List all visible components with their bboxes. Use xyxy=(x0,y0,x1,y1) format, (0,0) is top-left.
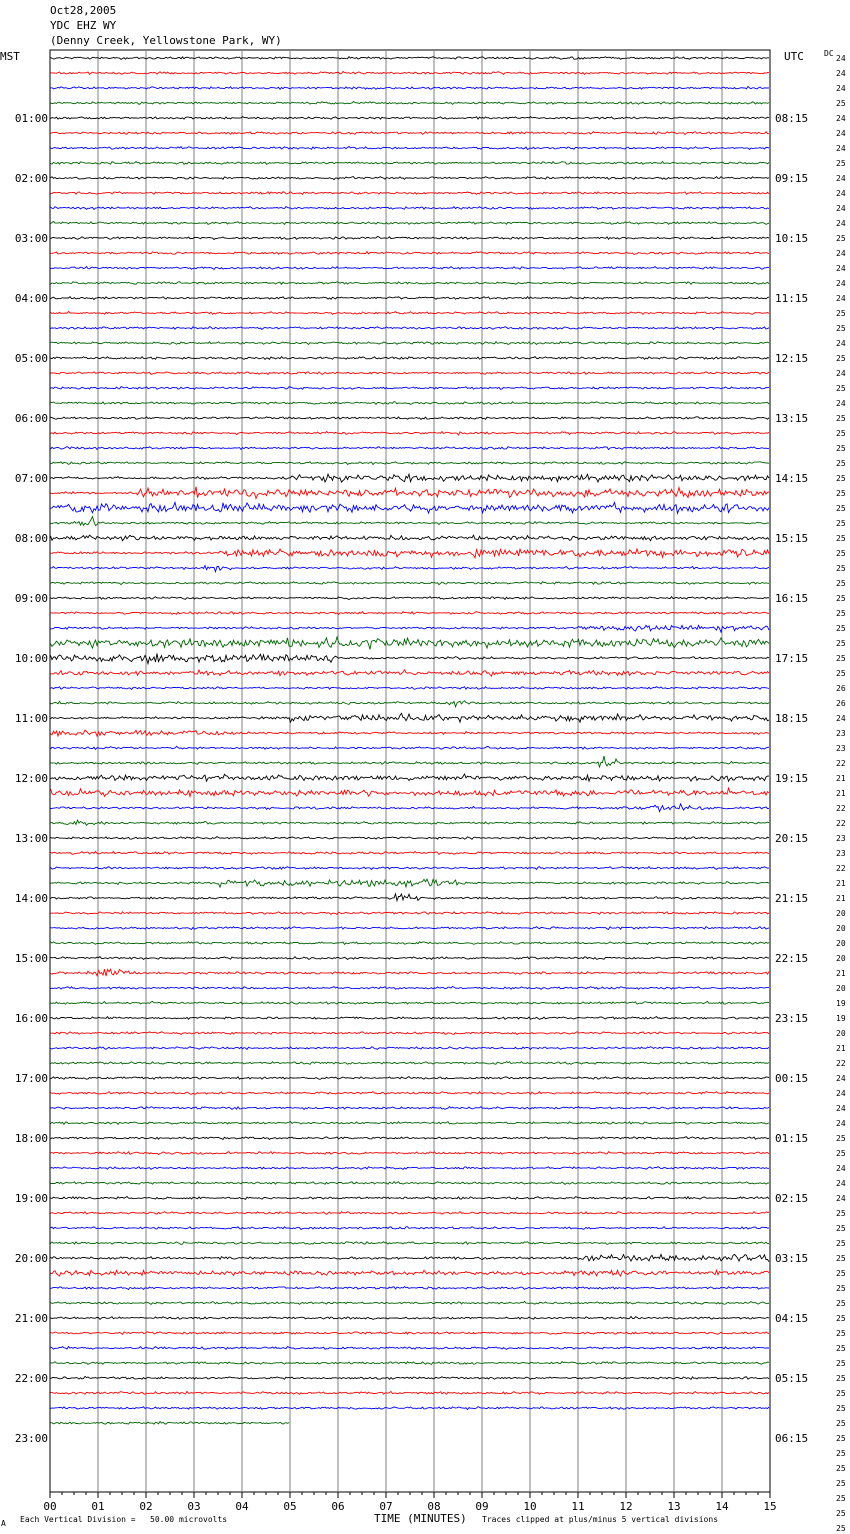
trace-line-44 xyxy=(51,713,770,722)
dc-offset-value: 23 xyxy=(836,849,846,858)
dc-offset-value: 24 xyxy=(836,279,846,288)
right-hour-label: 16:15 xyxy=(775,592,809,605)
trace-line-53 xyxy=(51,851,770,854)
trace-line-28 xyxy=(51,474,770,482)
left-hour-label: 07:00 xyxy=(14,472,48,485)
dc-offset-value: 24 xyxy=(836,1194,846,1203)
dc-offset-value: 24 xyxy=(836,69,846,78)
trace-line-45 xyxy=(51,730,770,736)
trace-line-16 xyxy=(51,297,770,300)
trace-line-86 xyxy=(51,1347,770,1350)
left-hour-label: 09:00 xyxy=(14,592,48,605)
dc-offset-value: 25 xyxy=(836,1404,846,1413)
x-tick-label: 12 xyxy=(619,1500,633,1513)
trace-line-50 xyxy=(51,804,770,812)
dc-offset-value: 25 xyxy=(836,579,846,588)
left-hour-label: 22:00 xyxy=(14,1372,48,1385)
right-hour-label: 11:15 xyxy=(775,292,809,305)
right-hour-label: 09:15 xyxy=(775,172,809,185)
trace-line-27 xyxy=(51,462,770,465)
trace-line-21 xyxy=(51,372,770,375)
trace-line-90 xyxy=(51,1407,770,1410)
dc-offset-value: 22 xyxy=(836,819,846,828)
dc-offset-value: 25 xyxy=(836,1464,846,1473)
dc-offset-value: 24 xyxy=(836,1089,846,1098)
trace-line-64 xyxy=(51,1017,770,1020)
right-hour-label: 08:15 xyxy=(775,112,809,125)
x-tick-label: 13 xyxy=(667,1500,681,1513)
trace-line-7 xyxy=(51,162,770,165)
trace-line-13 xyxy=(51,252,770,255)
plot-frame xyxy=(50,50,770,1492)
x-tick-label: 15 xyxy=(763,1500,777,1513)
x-tick-label: 03 xyxy=(187,1500,201,1513)
dc-offset-value: 25 xyxy=(836,669,846,678)
dc-offset-value: 24 xyxy=(836,219,846,228)
dc-offset-value: 25 xyxy=(836,324,846,333)
dc-offset-value: 24 xyxy=(836,189,846,198)
dc-offset-value: 22 xyxy=(836,1059,846,1068)
trace-line-19 xyxy=(51,342,770,345)
x-tick-label: 10 xyxy=(523,1500,537,1513)
dc-offset-value: 22 xyxy=(836,864,846,873)
dc-offset-value: 24 xyxy=(836,84,846,93)
dc-offset-value: 25 xyxy=(836,234,846,243)
left-hour-label: 20:00 xyxy=(14,1252,48,1265)
dc-offset-value: 24 xyxy=(836,129,846,138)
trace-line-75 xyxy=(51,1182,770,1185)
dc-offset-value: 25 xyxy=(836,504,846,513)
dc-offset-value: 24 xyxy=(836,249,846,258)
trace-line-69 xyxy=(51,1092,770,1095)
dc-offset-value: 25 xyxy=(836,159,846,168)
right-hour-label: 23:15 xyxy=(775,1012,809,1025)
left-hour-label: 16:00 xyxy=(14,1012,48,1025)
right-hour-label: 10:15 xyxy=(775,232,809,245)
trace-line-55 xyxy=(51,879,770,887)
trace-line-79 xyxy=(51,1242,770,1245)
right-hour-label: 03:15 xyxy=(775,1252,809,1265)
dc-offset-value: 24 xyxy=(836,294,846,303)
dc-offset-value: 20 xyxy=(836,1029,846,1038)
trace-line-54 xyxy=(51,867,770,870)
trace-line-41 xyxy=(51,670,770,676)
x-tick-label: 05 xyxy=(283,1500,297,1513)
dc-offset-value: 24 xyxy=(836,1179,846,1188)
trace-line-89 xyxy=(51,1391,770,1394)
dc-offset-value: 25 xyxy=(836,549,846,558)
trace-line-0 xyxy=(51,57,770,60)
dc-offset-value: 25 xyxy=(836,429,846,438)
trace-line-1 xyxy=(51,72,770,75)
left-hour-label: 23:00 xyxy=(14,1432,48,1445)
dc-offset-value: 21 xyxy=(836,969,846,978)
right-hour-label: 13:15 xyxy=(775,412,809,425)
dc-offset-value: 25 xyxy=(836,1389,846,1398)
dc-offset-value: 24 xyxy=(836,174,846,183)
dc-offset-value: 21 xyxy=(836,879,846,888)
dc-offset-value: 25 xyxy=(836,519,846,528)
x-tick-label: 11 xyxy=(571,1500,585,1513)
dc-offset-value: 25 xyxy=(836,1314,846,1323)
right-hour-label: 20:15 xyxy=(775,832,809,845)
left-hour-label: 15:00 xyxy=(14,952,48,965)
trace-line-6 xyxy=(51,147,770,150)
dc-offset-value: 25 xyxy=(836,489,846,498)
trace-line-8 xyxy=(51,177,770,180)
trace-line-49 xyxy=(51,788,770,796)
right-hour-label: 15:15 xyxy=(775,532,809,545)
right-hour-label: 21:15 xyxy=(775,892,809,905)
right-hour-label: 00:15 xyxy=(775,1072,809,1085)
trace-line-56 xyxy=(51,894,770,901)
trace-line-71 xyxy=(51,1122,770,1125)
left-hour-label: 19:00 xyxy=(14,1192,48,1205)
trace-line-78 xyxy=(51,1227,770,1230)
trace-line-83 xyxy=(51,1301,770,1304)
dc-offset-value: 22 xyxy=(836,804,846,813)
trace-line-88 xyxy=(51,1377,770,1380)
dc-offset-value: 26 xyxy=(836,684,846,693)
dc-offset-value: 19 xyxy=(836,1014,846,1023)
left-hour-label: 17:00 xyxy=(14,1072,48,1085)
trace-line-25 xyxy=(51,432,770,435)
dc-offset-value: 25 xyxy=(836,624,846,633)
dc-offset-value: 25 xyxy=(836,609,846,618)
trace-line-60 xyxy=(51,957,770,960)
x-tick-label: 07 xyxy=(379,1500,393,1513)
trace-line-30 xyxy=(51,502,770,513)
trace-line-11 xyxy=(51,222,770,225)
right-hour-label: 12:15 xyxy=(775,352,809,365)
right-hour-label: 18:15 xyxy=(775,712,809,725)
dc-offset-value: 24 xyxy=(836,114,846,123)
trace-line-26 xyxy=(51,447,770,450)
dc-offset-value: 20 xyxy=(836,939,846,948)
dc-offset-value: 24 xyxy=(836,714,846,723)
trace-line-34 xyxy=(51,566,770,572)
trace-line-31 xyxy=(51,517,770,526)
right-timezone-label: UTC xyxy=(784,50,804,63)
trace-line-39 xyxy=(51,637,770,649)
trace-line-32 xyxy=(51,535,770,541)
trace-line-65 xyxy=(51,1032,770,1035)
left-hour-label: 04:00 xyxy=(14,292,48,305)
dc-offset-value: 25 xyxy=(836,1329,846,1338)
scale-note: Each Vertical Division = 50.00 microvolts xyxy=(20,1515,228,1524)
trace-line-17 xyxy=(51,312,770,315)
trace-line-36 xyxy=(51,597,770,600)
dc-offset-value: 25 xyxy=(836,459,846,468)
dc-offset-value: 23 xyxy=(836,729,846,738)
dc-offset-value: 20 xyxy=(836,984,846,993)
dc-offset-value: 25 xyxy=(836,474,846,483)
trace-line-67 xyxy=(51,1062,770,1065)
x-tick-label: 01 xyxy=(91,1500,105,1513)
x-axis-title: TIME (MINUTES) xyxy=(374,1512,467,1525)
right-hour-label: 06:15 xyxy=(775,1432,809,1445)
dc-offset-value: 25 xyxy=(836,99,846,108)
left-hour-label: 06:00 xyxy=(14,412,48,425)
left-hour-label: 01:00 xyxy=(14,112,48,125)
dc-offset-value: 25 xyxy=(836,1239,846,1248)
trace-line-14 xyxy=(51,267,770,270)
trace-line-24 xyxy=(51,417,770,420)
trace-line-20 xyxy=(51,357,770,360)
dc-offset-value: 25 xyxy=(836,384,846,393)
left-hour-label: 12:00 xyxy=(14,772,48,785)
trace-line-74 xyxy=(51,1167,770,1170)
right-hour-label: 14:15 xyxy=(775,472,809,485)
dc-offset-value: 25 xyxy=(836,1209,846,1218)
left-hour-label: 21:00 xyxy=(14,1312,48,1325)
x-tick-label: 02 xyxy=(139,1500,153,1513)
dc-offset-value: 24 xyxy=(836,339,846,348)
right-hour-label: 19:15 xyxy=(775,772,809,785)
dc-offset-value: 25 xyxy=(836,1434,846,1443)
dc-offset-value: 25 xyxy=(836,309,846,318)
dc-offset-value: 19 xyxy=(836,999,846,1008)
x-tick-label: 09 xyxy=(475,1500,489,1513)
dc-offset-value: 24 xyxy=(836,1104,846,1113)
dc-offset-value: 25 xyxy=(836,1494,846,1503)
dc-offset-value: 25 xyxy=(836,564,846,573)
trace-line-52 xyxy=(51,837,770,840)
left-hour-label: 05:00 xyxy=(14,352,48,365)
trace-line-76 xyxy=(51,1197,770,1200)
dc-offset-value: 25 xyxy=(836,444,846,453)
trace-line-9 xyxy=(51,192,770,195)
trace-line-43 xyxy=(51,701,770,707)
trace-line-87 xyxy=(51,1362,770,1365)
x-tick-label: 04 xyxy=(235,1500,249,1513)
trace-line-84 xyxy=(51,1316,770,1319)
trace-line-63 xyxy=(51,1001,770,1004)
dc-offset-value: 25 xyxy=(836,1224,846,1233)
left-hour-label: 02:00 xyxy=(14,172,48,185)
dc-offset-value: 25 xyxy=(836,414,846,423)
trace-line-80 xyxy=(51,1254,770,1261)
helicorder-date: Oct28,2005 xyxy=(50,4,117,17)
trace-line-59 xyxy=(51,942,770,945)
trace-line-70 xyxy=(51,1107,770,1110)
right-hour-label: 02:15 xyxy=(775,1192,809,1205)
left-hour-label: 10:00 xyxy=(14,652,48,665)
trace-line-2 xyxy=(51,87,770,90)
trace-line-29 xyxy=(51,487,770,499)
trace-line-18 xyxy=(51,327,770,330)
left-hour-label: 18:00 xyxy=(14,1132,48,1145)
x-tick-label: 08 xyxy=(427,1500,441,1513)
dc-offset-value: 25 xyxy=(836,1284,846,1293)
trace-line-81 xyxy=(51,1270,770,1276)
dc-offset-value: 24 xyxy=(836,1119,846,1128)
station-code: YDC EHZ WY xyxy=(50,19,117,32)
dc-offset-value: 24 xyxy=(836,369,846,378)
trace-line-23 xyxy=(51,402,770,405)
dc-offset-value: 25 xyxy=(836,354,846,363)
dc-offset-value: 20 xyxy=(836,909,846,918)
left-hour-label: 13:00 xyxy=(14,832,48,845)
dc-offset-value: 24 xyxy=(836,1074,846,1083)
trace-line-61 xyxy=(51,969,770,976)
dc-offset-value: 26 xyxy=(836,699,846,708)
dc-offset-value: 21 xyxy=(836,1044,846,1053)
trace-line-40 xyxy=(51,654,770,664)
dc-offset-value: 24 xyxy=(836,204,846,213)
dc-offset-value: 25 xyxy=(836,1479,846,1488)
trace-line-15 xyxy=(51,282,770,285)
dc-offset-value: 21 xyxy=(836,894,846,903)
dc-offset-value: 25 xyxy=(836,1254,846,1263)
trace-line-35 xyxy=(51,582,770,585)
trace-line-37 xyxy=(51,612,770,615)
dc-offset-value: 25 xyxy=(836,654,846,663)
footer-mark: A xyxy=(1,1519,6,1528)
dc-offset-value: 25 xyxy=(836,1269,846,1278)
dc-offset-value: 25 xyxy=(836,1344,846,1353)
dc-offset-value: 25 xyxy=(836,1134,846,1143)
dc-offset-value: 21 xyxy=(836,774,846,783)
dc-offset-value: 25 xyxy=(836,639,846,648)
left-hour-label: 11:00 xyxy=(14,712,48,725)
dc-offset-value: 20 xyxy=(836,954,846,963)
dc-offset-header: DC xyxy=(824,49,834,58)
trace-line-72 xyxy=(51,1137,770,1140)
right-hour-label: 04:15 xyxy=(775,1312,809,1325)
trace-line-47 xyxy=(51,756,770,767)
trace-line-42 xyxy=(51,687,770,690)
trace-line-57 xyxy=(51,912,770,915)
dc-offset-value: 25 xyxy=(836,1374,846,1383)
trace-line-10 xyxy=(51,207,770,210)
dc-offset-value: 24 xyxy=(836,54,846,63)
trace-line-3 xyxy=(51,102,770,105)
dc-offset-value: 25 xyxy=(836,1419,846,1428)
trace-line-48 xyxy=(51,774,770,781)
dc-offset-value: 25 xyxy=(836,1359,846,1368)
trace-line-68 xyxy=(51,1077,770,1080)
left-hour-label: 08:00 xyxy=(14,532,48,545)
right-hour-label: 22:15 xyxy=(775,952,809,965)
trace-line-51 xyxy=(51,820,770,825)
clip-note: Traces clipped at plus/minus 5 vertical divisions xyxy=(482,1515,719,1524)
right-hour-label: 05:15 xyxy=(775,1372,809,1385)
station-location: (Denny Creek, Yellowstone Park, WY) xyxy=(50,34,282,47)
dc-offset-value: 25 xyxy=(836,594,846,603)
dc-offset-value: 23 xyxy=(836,744,846,753)
dc-offset-value: 25 xyxy=(836,1524,846,1533)
dc-offset-value: 24 xyxy=(836,264,846,273)
dc-offset-value: 25 xyxy=(836,1299,846,1308)
dc-offset-value: 25 xyxy=(836,1149,846,1158)
dc-offset-value: 24 xyxy=(836,399,846,408)
trace-line-4 xyxy=(51,117,770,120)
x-tick-label: 00 xyxy=(43,1500,57,1513)
trace-line-33 xyxy=(51,549,770,558)
trace-line-58 xyxy=(51,927,770,930)
trace-line-5 xyxy=(51,132,770,135)
trace-line-85 xyxy=(51,1332,770,1334)
dc-offset-value: 25 xyxy=(836,534,846,543)
right-hour-label: 01:15 xyxy=(775,1132,809,1145)
trace-line-77 xyxy=(51,1212,770,1215)
trace-line-66 xyxy=(51,1047,770,1050)
trace-line-82 xyxy=(51,1287,770,1290)
dc-offset-value: 25 xyxy=(836,1509,846,1518)
dc-offset-value: 25 xyxy=(836,1449,846,1458)
dc-offset-value: 24 xyxy=(836,144,846,153)
right-hour-label: 17:15 xyxy=(775,652,809,665)
trace-line-22 xyxy=(51,387,770,390)
trace-line-73 xyxy=(51,1152,770,1155)
x-tick-label: 14 xyxy=(715,1500,729,1513)
trace-line-46 xyxy=(51,746,770,749)
dc-offset-value: 20 xyxy=(836,924,846,933)
trace-line-12 xyxy=(51,236,770,239)
trace-line-91 xyxy=(51,1422,290,1425)
left-hour-label: 14:00 xyxy=(14,892,48,905)
dc-offset-value: 24 xyxy=(836,1164,846,1173)
dc-offset-value: 21 xyxy=(836,789,846,798)
dc-offset-value: 23 xyxy=(836,834,846,843)
x-tick-label: 06 xyxy=(331,1500,345,1513)
left-hour-label: 03:00 xyxy=(14,232,48,245)
trace-line-62 xyxy=(51,986,770,989)
left-timezone-label: MST xyxy=(0,50,20,63)
trace-line-38 xyxy=(51,625,770,632)
dc-offset-value: 22 xyxy=(836,759,846,768)
